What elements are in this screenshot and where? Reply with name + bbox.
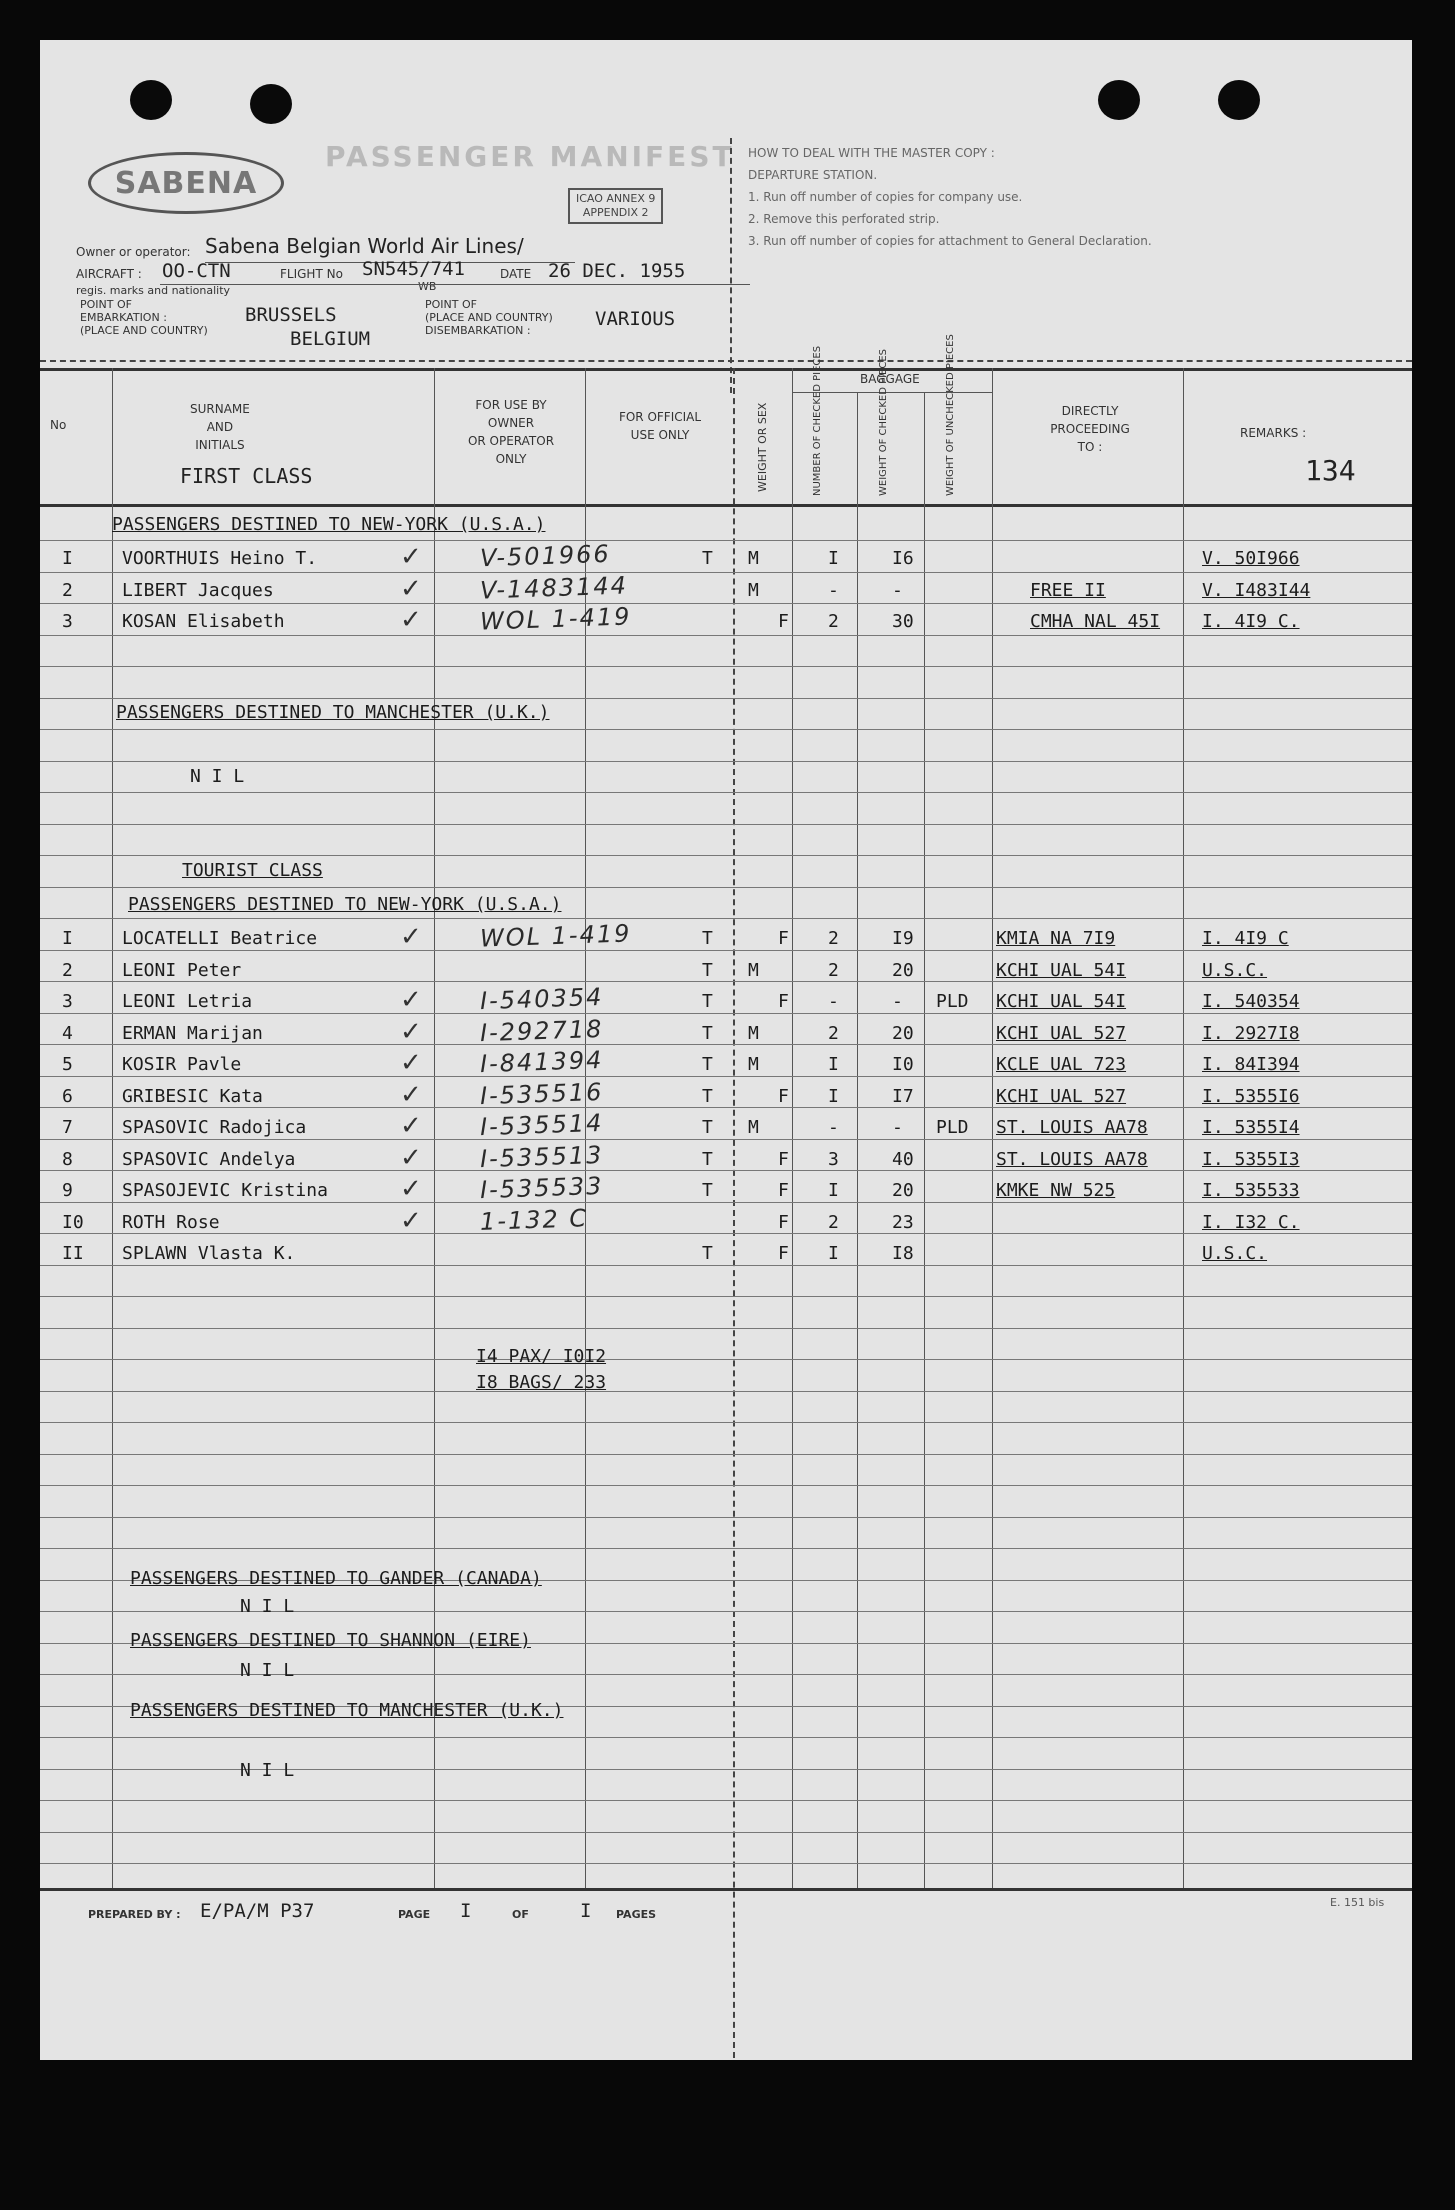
row-rule	[40, 1233, 1412, 1234]
pld-mark: PLD	[936, 991, 969, 1012]
remarks: I. 2927I8	[1202, 1022, 1300, 1044]
passenger-name: LEONI Peter	[122, 959, 242, 981]
row-rule	[40, 1832, 1412, 1833]
checked-pieces: -	[828, 1117, 839, 1138]
row-rule	[40, 1139, 1412, 1140]
passenger-name: VOORTHUIS Heino T.	[122, 548, 318, 569]
owner-value: Sabena Belgian World Air Lines/	[205, 234, 524, 258]
proceeding-to: FREE II	[1030, 579, 1106, 601]
row-rule	[40, 1202, 1412, 1203]
check-mark-icon: ✓	[400, 1111, 422, 1141]
remarks: I. 5355I3	[1202, 1148, 1300, 1170]
row-rule	[40, 981, 1412, 982]
of-label: OF	[512, 1908, 529, 1921]
row-number: 4	[62, 1022, 73, 1044]
row-number: I	[62, 548, 73, 569]
col-header-remarks: REMARKS :	[1240, 426, 1307, 440]
checked-pieces: 2	[828, 1022, 839, 1044]
proceeding-to: KCHI UAL 54I	[996, 991, 1127, 1012]
passenger-name: SPLAWN Vlasta K.	[122, 1243, 296, 1264]
col-header-checked-weight: WEIGHT OF CHECKED PIECES	[878, 348, 889, 496]
date-label: DATE	[500, 267, 532, 281]
checked-pieces: I	[828, 1054, 839, 1075]
travel-flag: T	[702, 959, 713, 981]
checked-pieces: I	[828, 1180, 839, 1201]
form-code: E. 151 bis	[1330, 1896, 1385, 1909]
prepared-label: PREPARED BY :	[88, 1908, 181, 1921]
passenger-name: LOCATELLI Beatrice	[122, 928, 318, 949]
aircraft-label: AIRCRAFT :	[76, 267, 142, 281]
embark-label	[80, 298, 208, 337]
check-mark-icon: ✓	[400, 1016, 422, 1047]
disembark-value: VARIOUS	[595, 308, 676, 330]
handwritten-doc-number: I-292718	[479, 1014, 604, 1047]
check-mark-icon: ✓	[400, 1205, 422, 1236]
nil-label: N I L	[240, 1596, 295, 1617]
instruction-item: 2. Remove this perforated strip.	[748, 212, 940, 226]
proceeding-to: CMHA NAL 45I	[1030, 611, 1161, 632]
checked-weight: I6	[892, 548, 914, 569]
handwritten-doc-number: I-841394	[479, 1045, 604, 1079]
passenger-name: LEONI Letria	[122, 991, 253, 1012]
embark-label-3: (PLACE AND COUNTRY)	[80, 324, 208, 337]
col-header-owner-use: FOR USE BY OWNER OR OPERATOR ONLY	[467, 398, 555, 466]
checked-pieces: 2	[828, 928, 839, 949]
flight-label: FLIGHT No	[280, 267, 343, 281]
remarks: I. 540354	[1202, 991, 1300, 1012]
row-rule	[40, 855, 1412, 856]
passenger-sex: M	[748, 579, 759, 601]
row-rule	[40, 1107, 1412, 1108]
checked-weight: I7	[892, 1085, 914, 1107]
page-label: PAGE	[398, 1908, 431, 1921]
proceeding-to: KMIA NA 7I9	[996, 928, 1116, 949]
travel-flag: T	[702, 1085, 713, 1107]
passenger-name: LIBERT Jacques	[122, 579, 274, 601]
instruction-item: 1. Run off number of copies for company use.	[748, 190, 1023, 204]
passenger-sex: F	[778, 1211, 789, 1233]
proceeding-to: KCHI UAL 527	[996, 1085, 1127, 1107]
checked-weight: 20	[892, 1022, 914, 1044]
check-mark-icon: ✓	[400, 1174, 422, 1204]
col-header-official-use: FOR OFFICIAL USE ONLY	[618, 410, 702, 442]
row-rule	[40, 1328, 1412, 1329]
row-number: 8	[62, 1148, 73, 1170]
section-tourist-ny: PASSENGERS DESTINED TO NEW-YORK (U.S.A.)	[128, 894, 562, 915]
row-rule	[40, 761, 1412, 762]
handwritten-doc-number: 1-132 C	[479, 1203, 589, 1236]
col-header-weight-sex: WEIGHT OR SEX	[756, 402, 769, 492]
row-rule	[40, 698, 1412, 699]
col-header-no: No	[50, 418, 67, 432]
checked-pieces: I	[828, 1085, 839, 1107]
page-value: I	[460, 1900, 472, 1922]
section-manchester-2: PASSENGERS DESTINED TO MANCHESTER (U.K.)	[130, 1700, 564, 1721]
pld-mark: PLD	[936, 1117, 969, 1138]
proceeding-to: ST. LOUIS AA78	[996, 1148, 1148, 1170]
passenger-sex: F	[778, 1243, 789, 1264]
row-number: 9	[62, 1180, 73, 1201]
checked-weight: 20	[892, 959, 914, 981]
travel-flag: T	[702, 1117, 713, 1138]
embark-country: BELGIUM	[290, 328, 371, 350]
checked-weight: -	[892, 991, 903, 1012]
row-number: 2	[62, 579, 73, 601]
handwritten-doc-number: WOL 1-419	[479, 602, 632, 636]
col-divider	[434, 368, 435, 1888]
pages-label: PAGES	[616, 1908, 657, 1921]
row-rule	[40, 1454, 1412, 1455]
table-bottom-rule	[40, 1888, 1412, 1891]
row-number: II	[62, 1243, 84, 1264]
travel-flag: T	[702, 1054, 713, 1075]
handwritten-doc-number: I-535516	[479, 1077, 604, 1110]
checked-weight: -	[892, 579, 903, 601]
remarks: I. 84I394	[1202, 1054, 1300, 1075]
col-header-checked-pieces: NUMBER OF CHECKED PIECES	[812, 345, 823, 496]
row-rule	[40, 603, 1412, 604]
instructions-title: HOW TO DEAL WITH THE MASTER COPY :	[748, 146, 995, 160]
row-number: I0	[62, 1211, 84, 1233]
disembark-label-1: POINT OF	[425, 298, 477, 311]
total-pax: I4 PAX/ I0I2	[476, 1346, 607, 1367]
remarks: I. 4I9 C.	[1202, 611, 1300, 632]
col-divider	[857, 392, 858, 1888]
row-rule	[40, 666, 1412, 667]
punch-hole	[1098, 80, 1140, 120]
check-mark-icon: ✓	[400, 605, 422, 635]
remarks: V. 50I966	[1202, 548, 1300, 569]
row-rule	[40, 792, 1412, 793]
proceeding-to: KCLE UAL 723	[996, 1054, 1127, 1075]
col-header-unchecked-weight: WEIGHT OF UNCHECKED PIECES	[945, 334, 956, 496]
passenger-name: ERMAN Marijan	[122, 1022, 263, 1044]
row-number: 3	[62, 611, 73, 632]
row-rule	[40, 1359, 1412, 1360]
manifest-sheet	[40, 40, 1412, 2060]
aircraft-underline	[160, 284, 750, 285]
check-mark-icon: ✓	[400, 922, 422, 952]
checked-weight: 23	[892, 1211, 914, 1233]
check-mark-icon: ✓	[400, 542, 422, 572]
embark-label-1: POINT OF	[80, 298, 132, 311]
row-rule	[40, 1517, 1412, 1518]
embark-label-2: EMBARKATION :	[80, 311, 167, 324]
perforation-line	[730, 138, 732, 393]
row-number: I	[62, 928, 73, 949]
section-first-ny: PASSENGERS DESTINED TO NEW-YORK (U.S.A.)	[112, 514, 546, 535]
passenger-name: SPASOJEVIC Kristina	[122, 1180, 328, 1201]
row-rule	[40, 950, 1412, 951]
check-mark-icon: ✓	[400, 985, 422, 1015]
disembark-label	[425, 298, 553, 337]
flight-value: SN545/741	[362, 258, 465, 280]
punch-hole	[130, 80, 172, 120]
passenger-sex: F	[778, 1148, 789, 1170]
header-perforation	[40, 360, 1412, 362]
travel-flag: T	[702, 548, 713, 569]
of-value: I	[580, 1900, 592, 1922]
row-rule	[40, 729, 1412, 730]
col-divider	[1183, 368, 1184, 1888]
passenger-sex: F	[778, 991, 789, 1012]
check-mark-icon: ✓	[400, 1142, 422, 1173]
row-number: 3	[62, 991, 73, 1012]
row-rule	[40, 1391, 1412, 1392]
passenger-sex: F	[778, 928, 789, 949]
date-value: 26 DEC. 1955	[548, 260, 686, 282]
passenger-name: ROTH Rose	[122, 1211, 220, 1233]
passenger-sex: M	[748, 548, 759, 569]
remarks: I. I32 C.	[1202, 1211, 1300, 1233]
row-rule	[40, 1737, 1412, 1738]
flight-note: WB	[418, 280, 437, 293]
row-rule	[40, 1170, 1412, 1171]
checked-pieces: 3	[828, 1148, 839, 1170]
row-rule	[40, 1485, 1412, 1486]
handwritten-doc-number: I-535533	[479, 1171, 604, 1205]
passenger-name: KOSIR Pavle	[122, 1054, 242, 1075]
checked-weight: 30	[892, 611, 914, 632]
row-rule	[40, 635, 1412, 636]
checked-pieces: 2	[828, 1211, 839, 1233]
proceeding-to: KCHI UAL 527	[996, 1022, 1127, 1044]
table-top-rule	[40, 368, 1412, 371]
handwritten-doc-number: WOL 1-419	[479, 919, 632, 953]
instructions-sub: DEPARTURE STATION.	[748, 168, 878, 182]
check-mark-icon: ✓	[400, 1048, 422, 1078]
owner-label: Owner or operator:	[76, 245, 191, 259]
regis-label: regis. marks and nationality	[76, 284, 231, 297]
travel-flag: T	[702, 1148, 713, 1170]
row-rule	[40, 1076, 1412, 1077]
nil-label: N I L	[240, 1660, 295, 1681]
row-number: 5	[62, 1054, 73, 1075]
remarks: I. 5355I4	[1202, 1117, 1300, 1138]
col-divider	[924, 392, 925, 1888]
proceeding-to: KMKE NW 525	[996, 1180, 1116, 1201]
checked-pieces: I	[828, 1243, 839, 1264]
passenger-sex: M	[748, 1117, 759, 1138]
passenger-sex: F	[778, 611, 789, 632]
check-mark-icon: ✓	[400, 1079, 422, 1110]
passenger-name: KOSAN Elisabeth	[122, 611, 285, 632]
checked-weight: -	[892, 1117, 903, 1138]
row-rule	[40, 824, 1412, 825]
checked-weight: I0	[892, 1054, 914, 1075]
checked-weight: I9	[892, 928, 914, 949]
row-number: 6	[62, 1085, 73, 1107]
passenger-sex: M	[748, 1054, 759, 1075]
punch-hole	[1218, 80, 1260, 120]
passenger-sex: M	[748, 959, 759, 981]
travel-flag: T	[702, 1180, 713, 1201]
handwritten-doc-number: I-540354	[479, 982, 604, 1016]
proceeding-to: KCHI UAL 54I	[996, 959, 1127, 981]
page-number: 134	[1305, 454, 1356, 487]
travel-flag: T	[702, 1022, 713, 1044]
passenger-sex: F	[778, 1085, 789, 1107]
row-rule	[40, 1044, 1412, 1045]
class-label: FIRST CLASS	[180, 464, 313, 488]
row-rule	[40, 1548, 1412, 1549]
handwritten-doc-number: V-501966	[479, 539, 612, 573]
checked-pieces: 2	[828, 611, 839, 632]
row-rule	[40, 572, 1412, 573]
remarks: I. 535533	[1202, 1180, 1300, 1201]
row-rule	[40, 540, 1412, 541]
prepared-value: E/PA/M P37	[200, 1900, 315, 1922]
col-header-surname: SURNAME AND INITIALS	[190, 402, 250, 452]
passenger-sex: M	[748, 1022, 759, 1044]
col-divider	[992, 368, 993, 1888]
remarks: I. 5355I6	[1202, 1085, 1300, 1107]
travel-flag: T	[702, 928, 713, 949]
row-number: 2	[62, 959, 73, 981]
disembark-label-3: DISEMBARKATION :	[425, 324, 531, 337]
manifest-title: PASSENGER MANIFEST	[325, 140, 735, 173]
passenger-sex: F	[778, 1180, 789, 1201]
punch-hole	[250, 84, 292, 124]
aircraft-value: OO-CTN	[162, 260, 231, 282]
checked-pieces: -	[828, 579, 839, 601]
proceeding-to: ST. LOUIS AA78	[996, 1117, 1148, 1138]
checked-pieces: I	[828, 548, 839, 569]
col-divider	[112, 368, 113, 1888]
header-bottom-rule	[40, 504, 1412, 507]
nil-label: N I L	[190, 766, 245, 787]
row-rule	[40, 1296, 1412, 1297]
row-rule	[40, 887, 1412, 888]
travel-flag: T	[702, 991, 713, 1012]
total-bags: I8 BAGS/ 233	[476, 1372, 607, 1393]
nil-label: N I L	[240, 1760, 295, 1781]
remarks: I. 4I9 C	[1202, 928, 1289, 949]
remarks: U.S.C.	[1202, 1243, 1268, 1264]
passenger-name: SPASOVIC Andelya	[122, 1148, 296, 1170]
remarks: V. I483I44	[1202, 579, 1311, 601]
section-shannon: PASSENGERS DESTINED TO SHANNON (EIRE)	[130, 1630, 531, 1651]
embark-place: BRUSSELS	[245, 304, 337, 326]
check-mark-icon: ✓	[400, 573, 422, 604]
section-tourist: TOURIST CLASS	[182, 860, 323, 881]
row-rule	[40, 918, 1412, 919]
row-rule	[40, 1800, 1412, 1801]
handwritten-doc-number: I-535514	[479, 1108, 604, 1142]
passenger-name: GRIBESIC Kata	[122, 1085, 263, 1107]
row-rule	[40, 1013, 1412, 1014]
col-divider	[792, 368, 793, 1888]
handwritten-doc-number: V-1483144	[479, 570, 629, 605]
icao-annex-box	[568, 188, 663, 224]
icao-line-2: APPENDIX 2	[582, 206, 649, 219]
row-rule	[40, 1863, 1412, 1864]
row-rule	[40, 1422, 1412, 1423]
checked-weight: I8	[892, 1243, 914, 1264]
passenger-name: SPASOVIC Radojica	[122, 1117, 307, 1138]
sabena-logo: SABENA	[88, 152, 284, 214]
checked-weight: 20	[892, 1180, 914, 1201]
col-header-baggage: BAGGAGE	[860, 372, 920, 386]
section-first-manchester: PASSENGERS DESTINED TO MANCHESTER (U.K.)	[116, 702, 550, 723]
col-header-directly: DIRECTLY PROCEEDING TO :	[1050, 404, 1130, 454]
row-number: 7	[62, 1117, 73, 1138]
perforation-line	[733, 368, 735, 2058]
instruction-item: 3. Run off number of copies for attachment to General Declaration.	[748, 234, 1152, 248]
handwritten-doc-number: I-535513	[479, 1140, 604, 1173]
remarks: U.S.C.	[1202, 959, 1268, 981]
checked-pieces: 2	[828, 959, 839, 981]
travel-flag: T	[702, 1243, 713, 1264]
checked-pieces: -	[828, 991, 839, 1012]
icao-line-1: ICAO ANNEX 9	[576, 192, 656, 205]
instructions	[748, 142, 1152, 252]
section-gander: PASSENGERS DESTINED TO GANDER (CANADA)	[130, 1568, 542, 1589]
disembark-label-2: (PLACE AND COUNTRY)	[425, 311, 553, 324]
row-rule	[40, 1265, 1412, 1266]
checked-weight: 40	[892, 1148, 914, 1170]
